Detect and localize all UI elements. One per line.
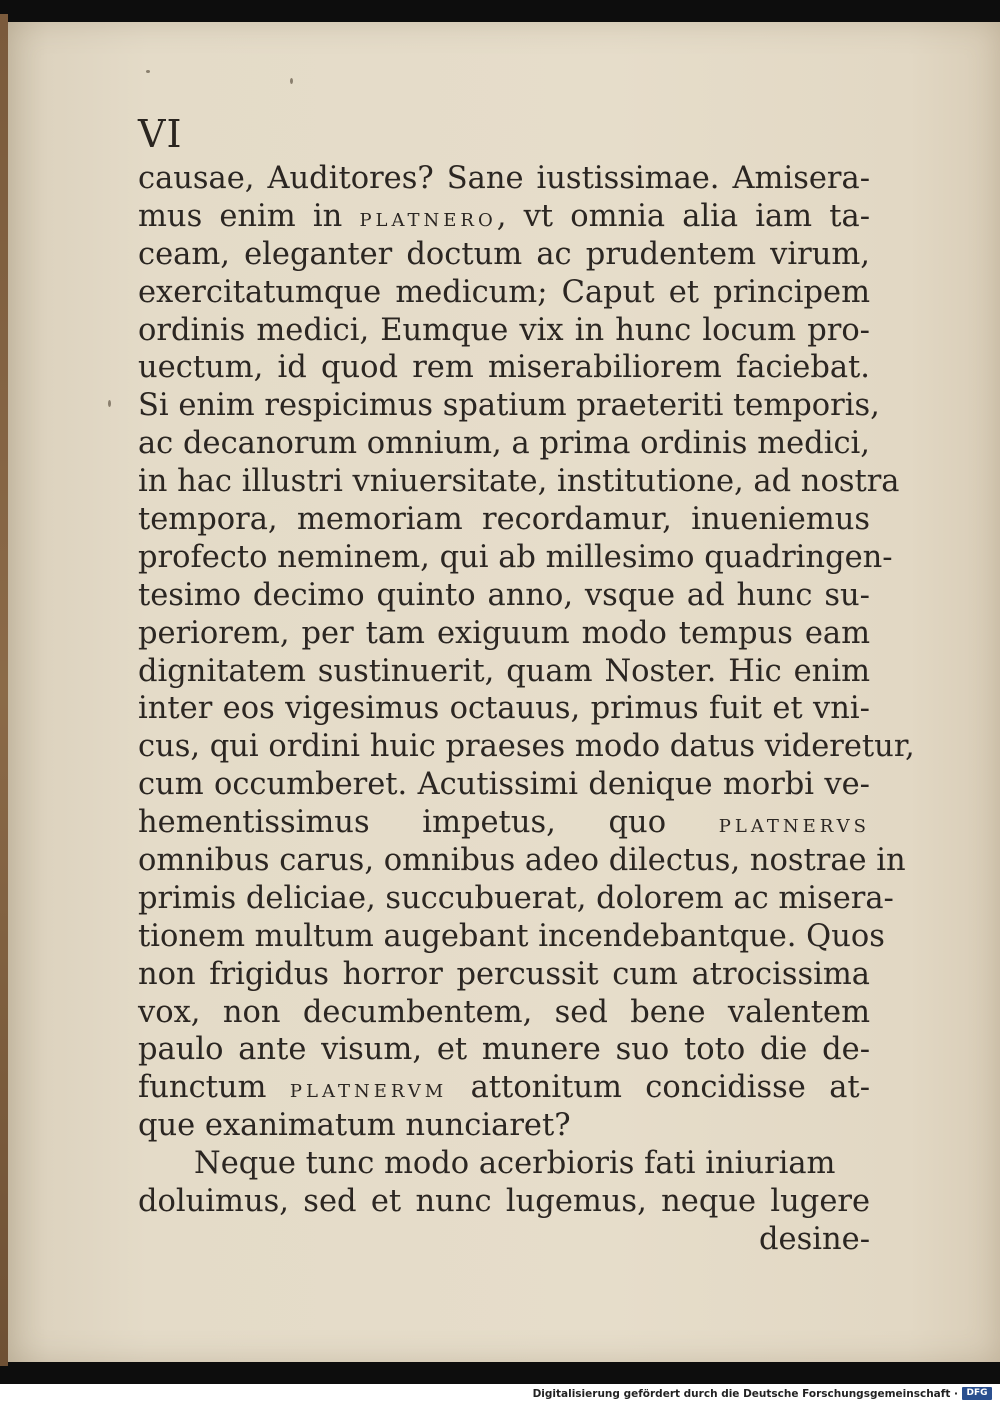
body-text [138, 160, 915, 1259]
text-line [138, 690, 870, 728]
text-line [138, 1221, 870, 1259]
dfg-logo-icon: DFG [962, 1387, 992, 1400]
text-line [138, 577, 870, 615]
text-line [138, 842, 906, 880]
text-segment: tempora, memoriam recordamur, inueniemus [138, 502, 870, 538]
text-line [138, 349, 870, 387]
text-line [138, 1183, 870, 1221]
text-segment: paulo ante visum, et munere suo toto die de- [138, 1032, 870, 1068]
text-line [138, 1145, 870, 1183]
text-segment: ac decanorum omnium, a prima ordinis medici, [138, 426, 870, 462]
page-number: VI [138, 112, 183, 156]
text-segment: vox, non decumbentem, sed bene valentem [138, 994, 870, 1030]
text-line [138, 804, 870, 842]
text-segment: attonitum concidisse at- [447, 1070, 870, 1106]
text-line [138, 501, 870, 539]
footer-bar [0, 1384, 1000, 1404]
text-segment: dignitatem sustinuerit, quam Noster. Hic enim [138, 653, 870, 689]
text-line [138, 766, 870, 804]
text-segment: omnibus carus, omnibus adeo dilectus, nostrae in [138, 843, 906, 879]
page-speck [146, 70, 150, 73]
text-segment: primis deliciae, succubuerat, dolorem ac misera- [138, 880, 894, 916]
text-segment: causae, Auditores? Sane iustissimae. Amisera- [138, 161, 870, 196]
text-segment: cum occumberet. Acutissimi denique morbi ve- [138, 767, 870, 803]
text-segment: periorem, per tam exiguum modo tempus eam [138, 615, 870, 651]
text-segment: Neque tunc modo acerbioris fati iniuriam [194, 1146, 836, 1182]
text-line [138, 653, 870, 691]
book-edge [0, 14, 8, 1366]
page-speck [108, 400, 111, 407]
funding-notice: Digitalisierung gefördert durch die Deutsche Forschungsgemeinschaft · [532, 1388, 958, 1400]
text-segment: uectum, id quod rem miserabiliorem faciebat. [138, 350, 870, 386]
page-speck [290, 78, 293, 84]
text-line [138, 539, 893, 577]
text-segment: non frigidus horror percussit cum atrocissima [138, 956, 870, 992]
text-line [138, 274, 870, 312]
small-caps-name: platnervm [289, 1074, 448, 1105]
text-line [138, 312, 870, 350]
text-line [138, 425, 870, 463]
text-line [138, 994, 870, 1032]
text-segment: functum [138, 1070, 290, 1106]
text-segment: Si enim respicimus spatium praeteriti temporis, [138, 388, 880, 424]
text-segment: inter eos vigesimus octauus, primus fuit et vni- [138, 691, 870, 727]
text-segment: desine- [759, 1221, 870, 1257]
text-segment: exercitatumque medicum; Caput et principem [138, 274, 870, 310]
text-segment: ceam, eleganter doctum ac prudentem virum, [138, 236, 870, 272]
text-segment: doluimus, sed et nunc lugemus, neque lugere [138, 1184, 870, 1220]
text-segment: mus enim in [138, 198, 360, 234]
text-segment: profecto neminem, qui ab millesimo quadringen- [138, 539, 893, 575]
text-segment: que exanimatum nunciaret? [138, 1108, 571, 1144]
text-segment: cus, qui ordini huic praeses modo datus videretur, [138, 729, 915, 765]
text-line [138, 956, 870, 994]
text-segment: ordinis medici, Eumque vix in hunc locum pro- [138, 312, 870, 348]
text-segment: , vt omnia alia iam ta- [496, 198, 870, 234]
text-line [138, 1069, 870, 1107]
small-caps-name: platnero [359, 202, 497, 233]
text-line [138, 463, 900, 501]
text-segment: in hac illustri vniuersitate, institutione, ad nostra [138, 464, 900, 500]
text-line [138, 1031, 870, 1069]
text-segment: tesimo decimo quinto anno, vsque ad hunc su- [138, 577, 870, 613]
text-line [138, 615, 870, 653]
text-line [138, 198, 870, 236]
text-segment: tionem multum augebant incendebantque. Quos [138, 918, 885, 954]
text-line [138, 160, 870, 198]
text-line [138, 728, 915, 766]
text-segment: hementissimus impetus, quo [138, 805, 719, 841]
text-line [138, 387, 880, 425]
text-line [138, 880, 894, 918]
small-caps-name: platnervs [718, 809, 870, 840]
text-line [138, 1107, 870, 1145]
text-line [138, 236, 870, 274]
text-line [138, 918, 885, 956]
